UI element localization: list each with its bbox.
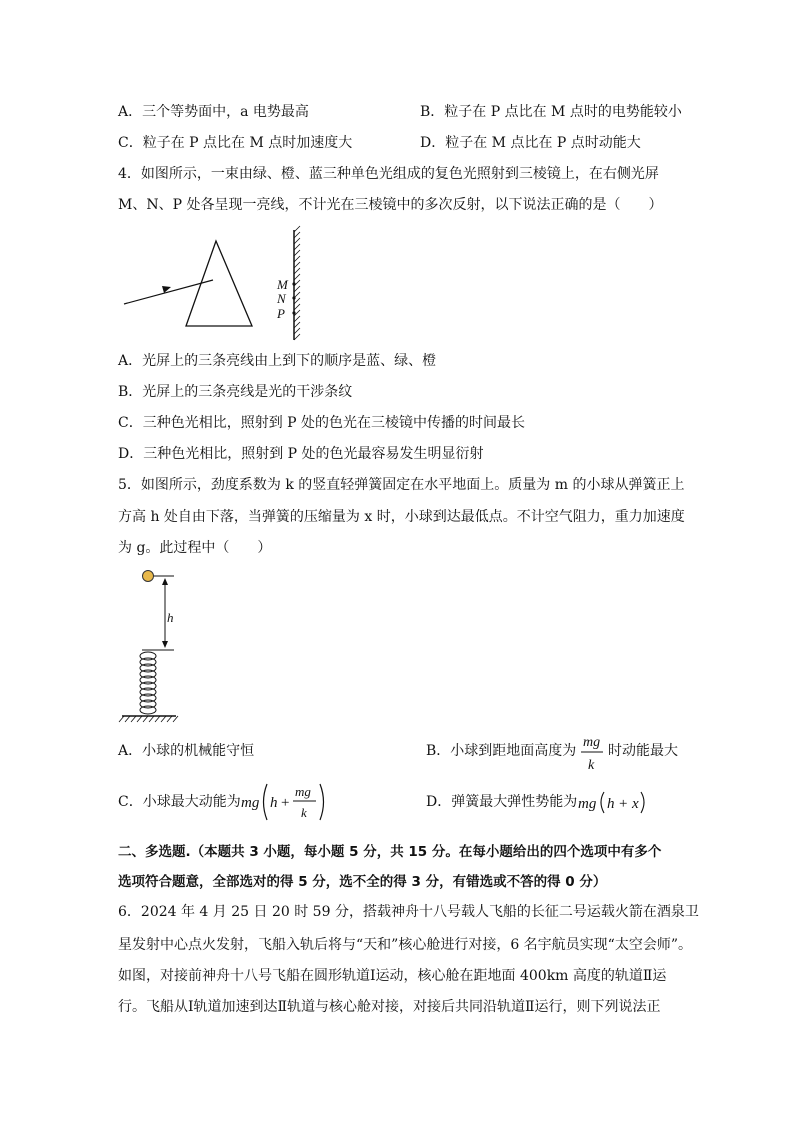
q3-option-a: A．三个等势面中，a 电势最高 (118, 104, 309, 120)
q4-stem-line1: 4．如图所示，一束由绿、橙、蓝三种单色光组成的复色光照射到三棱镜上，在右侧光屏 (118, 166, 659, 182)
ball (143, 571, 154, 582)
svg-text:mg: mg (241, 795, 260, 811)
screen-point-m (292, 282, 295, 285)
q5-option-d-prefix: D．弹簧最大弹性势能为 (426, 794, 578, 810)
svg-text:h: h (607, 796, 615, 812)
q5-option-b-prefix: B．小球到距地面高度为 (426, 743, 577, 759)
q4-stem-line2: M、N、P 处各呈现一亮线，不计光在三棱镜中的多次反射，以下说法正确的是（ ） (118, 197, 663, 213)
prism (186, 241, 252, 326)
q5-option-d-formula (576, 788, 666, 816)
q4-option-b: B．光屏上的三条亮线是光的干涉条纹 (118, 384, 353, 400)
spring (140, 652, 156, 714)
q5-option-a: A．小球的机械能守恒 (118, 743, 255, 759)
q6-line1: 6．2024 年 4 月 25 日 20 时 59 分，搭载神舟十八号载人飞船的长征二号运载火箭在酒泉卫 (118, 904, 699, 920)
q5-stem-line2: 方高 h 处自由下落，当弹簧的压缩量为 x 时，小球到达最低点。不计空气阻力，重力加速度 (118, 509, 685, 525)
svg-text:mg: mg (295, 784, 311, 799)
section2-heading-line2: 选项符合题意，全部选对的得 5 分，选不全的得 3 分，有错选或不答的得 0 分） (118, 874, 607, 890)
q5-stem-line3: 为 g。此过程中（ ） (118, 540, 272, 556)
svg-text:k: k (588, 758, 595, 773)
svg-text:h: h (270, 795, 278, 811)
q4-option-a: A．光屏上的三条亮线由上到下的顺序是蓝、绿、橙 (118, 353, 437, 369)
svg-text:x: x (632, 796, 639, 812)
q4-option-d: D．三种色光相比，照射到 P 处的色光最容易发生明显衍射 (118, 446, 484, 462)
screen-point-n (292, 296, 295, 299)
screen-point-p (292, 311, 295, 314)
label-h: h (167, 610, 174, 625)
svg-text:mg: mg (583, 735, 601, 750)
q3-option-b: B．粒子在 P 点比在 M 点时的电势能较小 (420, 104, 682, 120)
spring-figure (118, 566, 188, 726)
label-n: N (277, 291, 286, 306)
incident-ray (124, 280, 213, 304)
q5-option-c-formula (240, 779, 340, 825)
prism-figure (118, 224, 318, 346)
q6-line4: 行。飞船从Ⅰ轨道加速到达Ⅱ轨道与核心舱对接，对接后共同沿轨道Ⅱ运行，则下列说法正 (118, 999, 661, 1015)
svg-text:k: k (301, 805, 307, 820)
q5-option-c-prefix: C．小球最大动能为 (118, 794, 241, 810)
ground-hatching (119, 716, 178, 722)
q5-stem-line1: 5．如图所示，劲度系数为 k 的竖直轻弹簧固定在水平地面上。质量为 m 的小球从弹簧正上 (118, 477, 685, 493)
q6-line3: 如图，对接前神舟十八号飞船在圆形轨道Ⅰ运动，核心舱在距地面 400km 高度的轨道Ⅱ运 (118, 968, 667, 984)
q4-option-c: C．三种色光相比，照射到 P 处的色光在三棱镜中传播的时间最长 (118, 415, 526, 431)
section2-heading-line1: 二、多选题.（本题共 3 小题，每小题 5 分，共 15 分。在每小题给出的四个选项中有多个 (118, 844, 662, 860)
q5-option-b-fraction (578, 731, 608, 775)
svg-text:mg: mg (578, 796, 597, 812)
q6-line2: 星发射中心点火发射，飞船入轨后将与“天和”核心舱进行对接，6 名宇航员实现“太空会师”。 (118, 937, 692, 953)
label-p: P (277, 306, 285, 321)
svg-text:+: + (619, 796, 628, 812)
q3-option-c: C．粒子在 P 点比在 M 点时加速度大 (118, 135, 353, 151)
svg-text:+: + (281, 795, 290, 811)
q3-option-d: D．粒子在 M 点比在 P 点时动能大 (420, 135, 641, 151)
label-m: M (277, 277, 288, 292)
q5-option-b-suffix: 时动能最大 (608, 743, 678, 759)
